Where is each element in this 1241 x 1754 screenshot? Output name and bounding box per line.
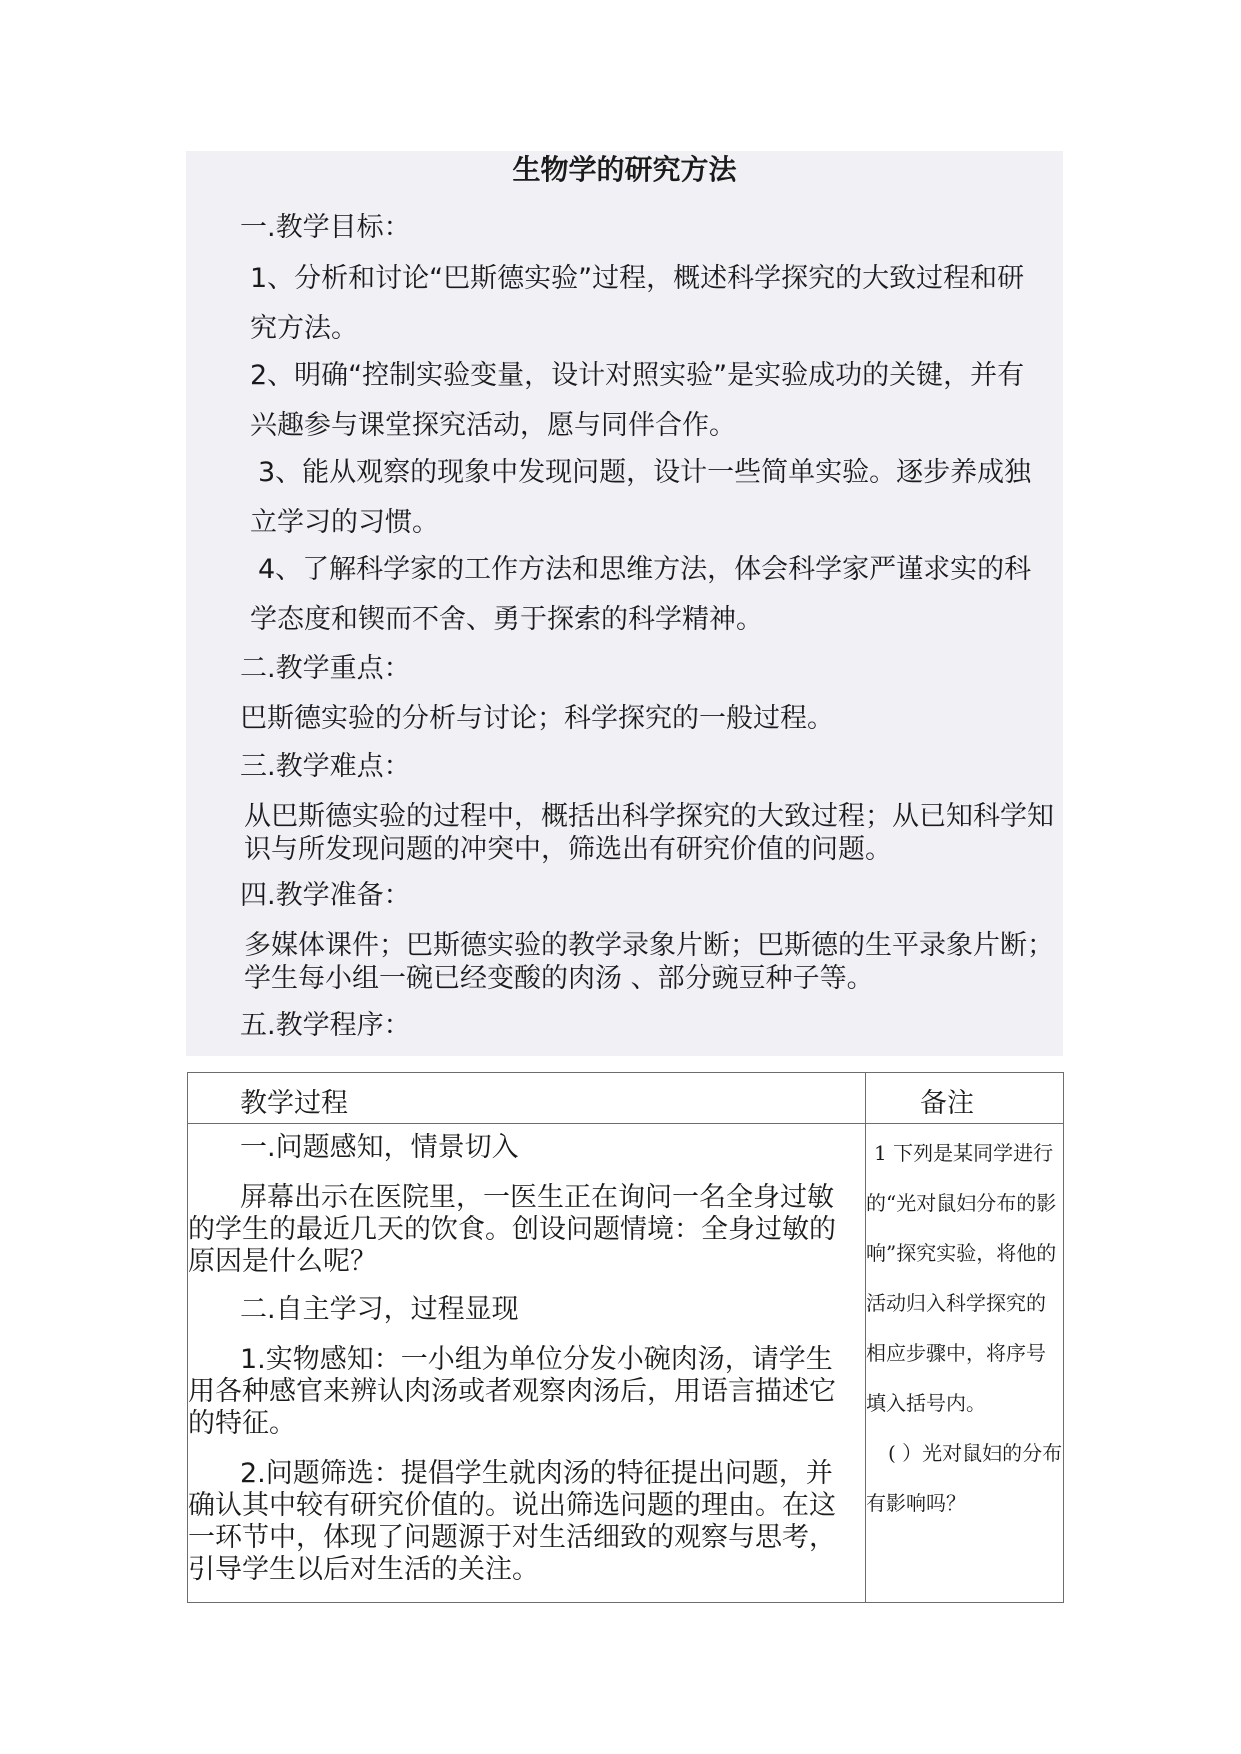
table-header-row (188, 1073, 1064, 1124)
note-text: 1 下列是某同学进行的“光对鼠妇分布的影响”探究实验，将他的活动归入科学探究的相应步骤中，将序号填入括号内。 (866, 1141, 1057, 1415)
step1-title: 一.问题感知，情景切入 (240, 1132, 519, 1163)
difficulty-heading: 三.教学难点： (240, 751, 411, 782)
header-notes-label: 备注 (920, 1088, 974, 1119)
goal-item-2: 2、明确“控制实验变量，设计对照实验”是实验成功的关键，并有兴趣参与课堂探究活动，愿与同伴合作。 (250, 360, 1025, 441)
header-cell-notes (866, 1073, 1064, 1124)
goal-item-1: 1、分析和讨论“巴斯德实验”过程，概述科学探究的大致过程和研究方法。 (250, 263, 1025, 344)
goals-heading: 一.教学目标： (240, 212, 411, 243)
step1-text: 屏幕出示在医院里，一医生正在询问一名全身过敏的学生的最近几天的饮食。创设问题情境：全身过敏的原因是什么呢？ (188, 1182, 836, 1277)
document-title: 生物学的研究方法 (512, 153, 737, 186)
prep-text: 多媒体课件；巴斯德实验的教学录象片断；巴斯德的生平录象片断；学生每小组一碗已经变酸的肉汤 、部分豌豆种子等。 (244, 930, 1054, 994)
goal-item-4: 4、了解科学家的工作方法和思维方法，体会科学家严谨求实的科学态度和锲而不舍、勇于探索的科学精神。 (250, 554, 1032, 635)
procedure-table (187, 1072, 1064, 1603)
procedure-heading: 五.教学程序： (240, 1010, 411, 1041)
notes-cell (866, 1124, 1064, 1603)
step2-item1: 1.实物感知：一小组为单位分发小碗肉汤，请学生用各种感官来辨认肉汤或者观察肉汤后，用语言描述它的特征。 (188, 1344, 836, 1439)
note-question: ( ）光对鼠妇的分布有影响吗？ (866, 1441, 1063, 1515)
key-text: 巴斯德实验的分析与讨论；科学探究的一般过程。 (240, 703, 834, 734)
step2-item2: 2.问题筛选：提倡学生就肉汤的特征提出问题，并确认其中较有研究价值的。说出筛选问题的理由。在这一环节中，体现了问题源于对生活细致的观察与思考，引导学生以后对生活的关注。 (188, 1458, 836, 1585)
table-row (188, 1124, 1064, 1603)
prep-heading: 四.教学准备： (240, 880, 411, 911)
key-heading: 二.教学重点： (240, 653, 411, 684)
step2-title: 二.自主学习，过程显现 (240, 1294, 519, 1325)
goal-item-3: 3、能从观察的现象中发现问题，设计一些简单实验。逐步养成独立学习的习惯。 (250, 457, 1032, 538)
process-cell (188, 1124, 866, 1603)
header-process-label: 教学过程 (240, 1088, 348, 1119)
difficulty-text: 从巴斯德实验的过程中，概括出科学探究的大致过程；从已知科学知识与所发现问题的冲突中，筛选出有研究价值的问题。 (244, 801, 1054, 865)
header-cell-process (188, 1073, 866, 1124)
